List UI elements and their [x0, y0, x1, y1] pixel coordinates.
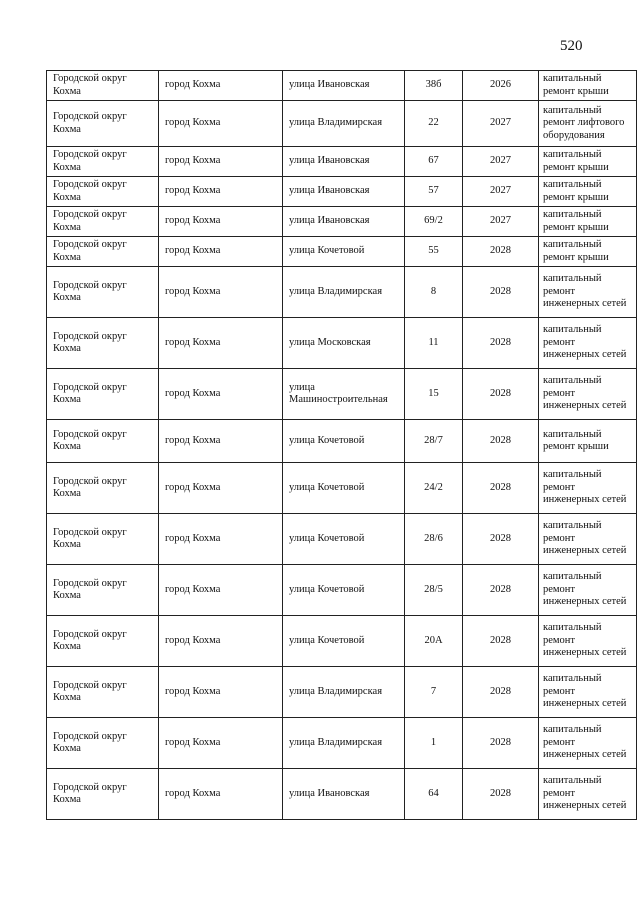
house-number-cell: 28/7 [405, 420, 463, 463]
house-number-cell: 28/5 [405, 565, 463, 616]
settlement-cell: город Кохма [159, 101, 283, 147]
table-row [47, 565, 637, 616]
house-number-cell: 55 [405, 237, 463, 267]
house-number-cell: 38б [405, 71, 463, 101]
street-cell: улица Владимирская [283, 667, 405, 718]
house-number-cell: 69/2 [405, 207, 463, 237]
work-type-cell: капитальный ремонт инженерных сетей [539, 318, 637, 369]
municipality-cell: Городской округ Кохма [47, 318, 159, 369]
settlement-cell: город Кохма [159, 267, 283, 318]
table-row [47, 71, 637, 101]
municipality-cell: Городской округ Кохма [47, 667, 159, 718]
street-cell: улица Московская [283, 318, 405, 369]
year-cell: 2028 [463, 267, 539, 318]
work-type-cell: капитальный ремонт крыши [539, 147, 637, 177]
year-cell: 2028 [463, 463, 539, 514]
house-number-cell: 11 [405, 318, 463, 369]
street-cell: улица Машиностроительная [283, 369, 405, 420]
year-cell: 2028 [463, 514, 539, 565]
municipality-cell: Городской округ Кохма [47, 101, 159, 147]
house-number-cell: 24/2 [405, 463, 463, 514]
table-row [47, 177, 637, 207]
municipality-cell: Городской округ Кохма [47, 565, 159, 616]
municipality-cell: Городской округ Кохма [47, 420, 159, 463]
work-type-cell: капитальный ремонт крыши [539, 177, 637, 207]
table-row [47, 420, 637, 463]
house-number-cell: 15 [405, 369, 463, 420]
house-number-cell: 64 [405, 769, 463, 820]
settlement-cell: город Кохма [159, 514, 283, 565]
table-row [47, 616, 637, 667]
work-type-cell: капитальный ремонт инженерных сетей [539, 616, 637, 667]
street-cell: улица Кочетовой [283, 420, 405, 463]
table-row [47, 207, 637, 237]
table-body [47, 71, 637, 820]
street-cell: улица Ивановская [283, 71, 405, 101]
year-cell: 2028 [463, 237, 539, 267]
table-row [47, 369, 637, 420]
table-row [47, 514, 637, 565]
settlement-cell: город Кохма [159, 718, 283, 769]
street-cell: улица Владимирская [283, 267, 405, 318]
work-type-cell: капитальный ремонт крыши [539, 237, 637, 267]
work-type-cell: капитальный ремонт инженерных сетей [539, 769, 637, 820]
municipality-cell: Городской округ Кохма [47, 463, 159, 514]
year-cell: 2027 [463, 207, 539, 237]
municipality-cell: Городской округ Кохма [47, 369, 159, 420]
street-cell: улица Кочетовой [283, 565, 405, 616]
house-number-cell: 20А [405, 616, 463, 667]
work-type-cell: капитальный ремонт инженерных сетей [539, 514, 637, 565]
settlement-cell: город Кохма [159, 147, 283, 177]
table-row [47, 267, 637, 318]
work-type-cell: капитальный ремонт инженерных сетей [539, 718, 637, 769]
settlement-cell: город Кохма [159, 769, 283, 820]
table-row [47, 147, 637, 177]
year-cell: 2028 [463, 369, 539, 420]
table-row [47, 667, 637, 718]
street-cell: улица Ивановская [283, 177, 405, 207]
municipality-cell: Городской округ Кохма [47, 616, 159, 667]
municipality-cell: Городской округ Кохма [47, 769, 159, 820]
settlement-cell: город Кохма [159, 71, 283, 101]
table-row [47, 769, 637, 820]
settlement-cell: город Кохма [159, 237, 283, 267]
settlement-cell: город Кохма [159, 369, 283, 420]
street-cell: улица Ивановская [283, 769, 405, 820]
year-cell: 2028 [463, 616, 539, 667]
house-number-cell: 1 [405, 718, 463, 769]
settlement-cell: город Кохма [159, 207, 283, 237]
work-type-cell: капитальный ремонт инженерных сетей [539, 667, 637, 718]
settlement-cell: город Кохма [159, 463, 283, 514]
street-cell: улица Владимирская [283, 101, 405, 147]
settlement-cell: город Кохма [159, 420, 283, 463]
year-cell: 2027 [463, 147, 539, 177]
year-cell: 2027 [463, 101, 539, 147]
work-type-cell: капитальный ремонт крыши [539, 71, 637, 101]
settlement-cell: город Кохма [159, 177, 283, 207]
municipality-cell: Городской округ Кохма [47, 267, 159, 318]
work-type-cell: капитальный ремонт крыши [539, 420, 637, 463]
work-type-cell: капитальный ремонт инженерных сетей [539, 463, 637, 514]
year-cell: 2028 [463, 420, 539, 463]
year-cell: 2028 [463, 769, 539, 820]
settlement-cell: город Кохма [159, 667, 283, 718]
municipality-cell: Городской округ Кохма [47, 177, 159, 207]
settlement-cell: город Кохма [159, 565, 283, 616]
year-cell: 2028 [463, 318, 539, 369]
municipality-cell: Городской округ Кохма [47, 147, 159, 177]
settlement-cell: город Кохма [159, 616, 283, 667]
repair-schedule-table [46, 70, 637, 820]
table-row [47, 718, 637, 769]
table-row [47, 463, 637, 514]
year-cell: 2028 [463, 667, 539, 718]
house-number-cell: 57 [405, 177, 463, 207]
page-number: 520 [560, 38, 583, 54]
table-row [47, 318, 637, 369]
work-type-cell: капитальный ремонт лифтового оборудования [539, 101, 637, 147]
street-cell: улица Кочетовой [283, 463, 405, 514]
street-cell: улица Ивановская [283, 147, 405, 177]
street-cell: улица Владимирская [283, 718, 405, 769]
municipality-cell: Городской округ Кохма [47, 71, 159, 101]
year-cell: 2026 [463, 71, 539, 101]
work-type-cell: капитальный ремонт инженерных сетей [539, 565, 637, 616]
street-cell: улица Кочетовой [283, 514, 405, 565]
house-number-cell: 8 [405, 267, 463, 318]
street-cell: улица Кочетовой [283, 616, 405, 667]
house-number-cell: 67 [405, 147, 463, 177]
settlement-cell: город Кохма [159, 318, 283, 369]
municipality-cell: Городской округ Кохма [47, 514, 159, 565]
year-cell: 2027 [463, 177, 539, 207]
municipality-cell: Городской округ Кохма [47, 207, 159, 237]
street-cell: улица Ивановская [283, 207, 405, 237]
year-cell: 2028 [463, 718, 539, 769]
house-number-cell: 22 [405, 101, 463, 147]
work-type-cell: капитальный ремонт инженерных сетей [539, 267, 637, 318]
street-cell: улица Кочетовой [283, 237, 405, 267]
year-cell: 2028 [463, 565, 539, 616]
table-row [47, 101, 637, 147]
work-type-cell: капитальный ремонт инженерных сетей [539, 369, 637, 420]
house-number-cell: 28/6 [405, 514, 463, 565]
house-number-cell: 7 [405, 667, 463, 718]
municipality-cell: Городской округ Кохма [47, 718, 159, 769]
table-row [47, 237, 637, 267]
work-type-cell: капитальный ремонт крыши [539, 207, 637, 237]
municipality-cell: Городской округ Кохма [47, 237, 159, 267]
